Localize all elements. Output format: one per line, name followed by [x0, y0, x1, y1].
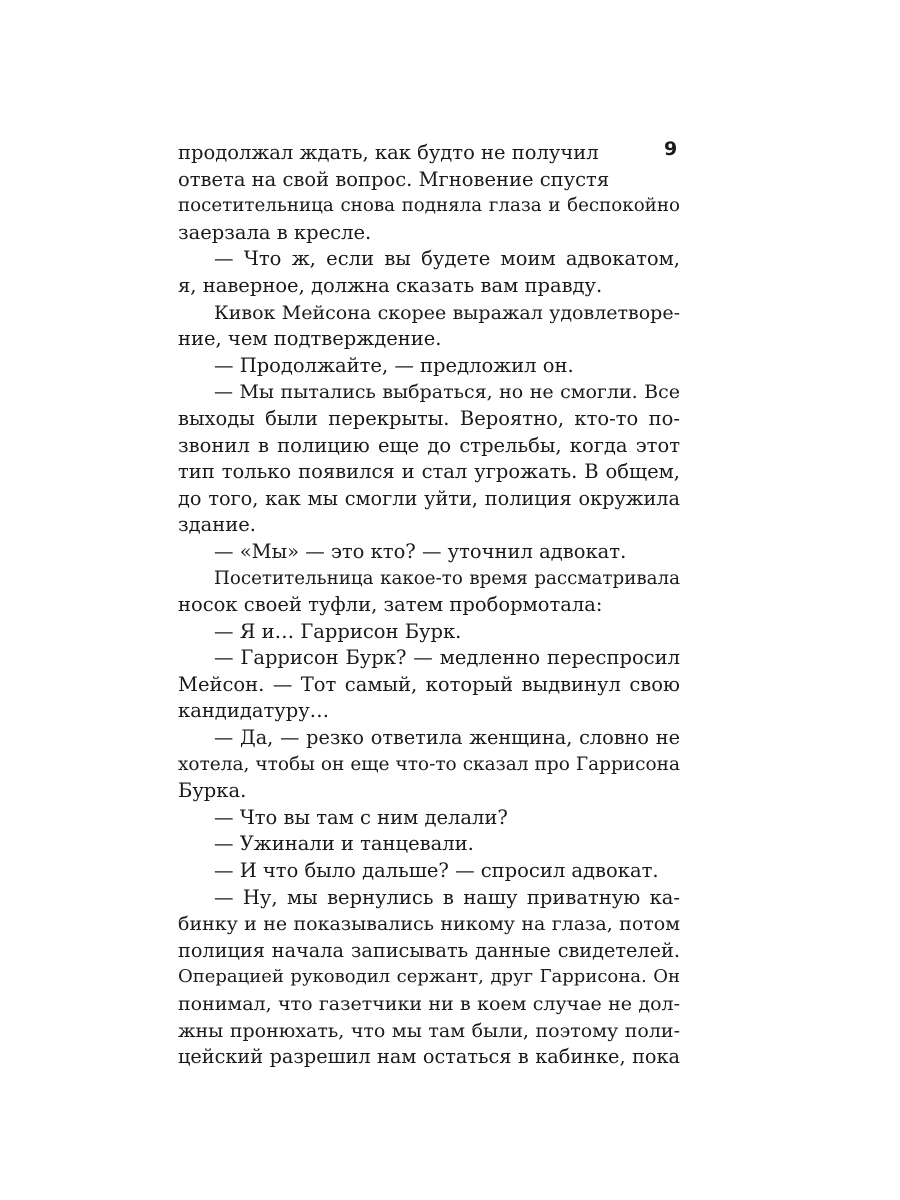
- text-line: — Что вы там с ним делали?: [214, 805, 508, 829]
- text-line: — Продолжайте, — предложил он.: [214, 353, 574, 377]
- text-line: кандидатуру…: [178, 699, 330, 723]
- text-line: звонил в полицию еще до стрельбы, когда этот: [178, 433, 680, 457]
- text-line: цейский разрешил нам остаться в кабинке, пока: [178, 1045, 680, 1069]
- text-line: тип только появился и стал угрожать. В общем,: [178, 460, 680, 484]
- text-line: — Да, — резко ответила женщина, словно не: [214, 726, 680, 750]
- text-line: ответа на свой вопрос. Мгновение спустя: [178, 167, 610, 191]
- body-text: [178, 140, 680, 1071]
- text-line: хотела, чтобы он еще что-то сказал про Гаррисона: [178, 753, 680, 775]
- text-line: посетительница снова подняла глаза и беспокойно: [178, 195, 680, 217]
- text-line: Мейсон. — Тот самый, который выдвинул свою: [178, 672, 680, 696]
- text-line: носок своей туфли, затем пробормотала:: [178, 593, 603, 617]
- text-line: жны пронюхать, что мы там были, поэтому поли-: [178, 1019, 680, 1042]
- text-line: Бурка.: [178, 779, 247, 803]
- text-line: здание.: [178, 513, 256, 537]
- text-line: до того, как мы смогли уйти, полиция окружила: [178, 486, 680, 510]
- text-line: — Гаррисон Бурк? — медленно переспросил: [214, 646, 680, 670]
- text-line: — Ужинали и танцевали.: [214, 832, 474, 856]
- text-line: — Я и… Гаррисон Бурк.: [214, 619, 462, 643]
- text-line: ние, чем подтверждение.: [178, 327, 442, 351]
- text-line: — И что было дальше? — спросил адвокат.: [214, 859, 659, 883]
- text-line: — «Мы» — это кто? — уточнил адвокат.: [214, 539, 627, 563]
- text-line: Посетительница какое-то время рассматривала: [214, 567, 680, 589]
- text-line: — Мы пытались выбраться, но не смогли. Все: [214, 381, 680, 404]
- text-line: продолжал ждать, как будто не получил: [178, 141, 599, 164]
- text-line: выходы были перекрыты. Вероятно, кто-то по-: [178, 406, 680, 430]
- text-line: я, наверное, должна сказать вам правду.: [178, 273, 603, 297]
- text-line: — Ну, мы вернулись в нашу приватную ка-: [214, 885, 680, 909]
- text-line: заерзала в кресле.: [178, 220, 372, 244]
- page-number: 9: [664, 138, 678, 160]
- text-line: понимал, что газетчики ни в коем случае не дол-: [178, 993, 680, 1015]
- text-line: Операцией руководил сержант, друг Гаррисона. Он: [178, 966, 680, 988]
- text-line: полиция начала записывать данные свидетелей.: [178, 938, 680, 962]
- text-line: — Что ж, если вы будете моим адвокатом,: [214, 247, 680, 271]
- text-line: Кивок Мейсона скорее выражал удовлетворе-: [214, 301, 680, 324]
- text-line: бинку и не показывались никому на глаза, потом: [178, 913, 680, 936]
